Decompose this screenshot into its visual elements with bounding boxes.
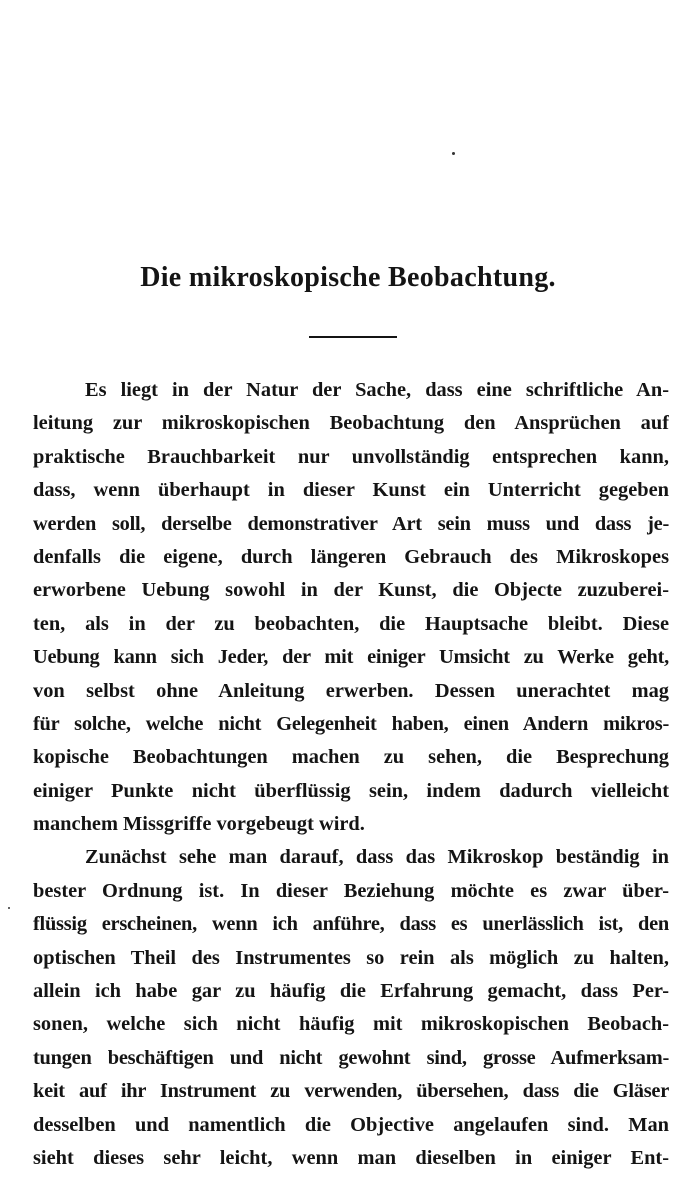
text-line: werden soll, derselbe demonstrativer Art sein muss und dass je- [33,512,669,535]
text-line: für solche, welche nicht Gelegenheit haben, einen Andern mikros- [33,712,669,735]
text-line: erworbene Uebung sowohl in der Kunst, die Objecte zuzuberei- [33,579,669,602]
text-line: flüssig erscheinen, wenn ich anführe, dass es unerlässlich ist, den [33,913,669,936]
text-line: sonen, welche sich nicht häufig mit mikroskopischen Beobach- [33,1013,669,1036]
title-divider [309,336,397,338]
text-line: manchem Missgriffe vorgebeugt wird. [33,813,365,836]
text-line: allein ich habe gar zu häufig die Erfahrung gemacht, dass Per- [33,980,669,1003]
text-line: sieht dieses sehr leicht, wenn man dieselben in einiger Ent- [33,1146,669,1169]
text-line: denfalls die eigene, durch längeren Gebrauch des Mikroskopes [33,545,669,568]
ink-speck [8,907,10,909]
text-line: tungen beschäftigen und nicht gewohnt sind, grosse Aufmerksam- [33,1046,669,1069]
text-line: kopische Beobachtungen machen zu sehen, die Besprechung [33,746,669,769]
text-line: leitung zur mikroskopischen Beobachtung den Ansprüchen auf [33,412,669,435]
text-line: bester Ordnung ist. In dieser Beziehung möchte es zwar über- [33,879,669,902]
text-line: optischen Theil des Instrumentes so rein als möglich zu halten, [33,946,669,969]
chapter-title: Die mikroskopische Beobachtung. [140,262,556,293]
text-line: dass, wenn überhaupt in dieser Kunst ein Unterricht gegeben [33,479,669,502]
text-line: keit auf ihr Instrument zu verwenden, übersehen, dass die Gläser [33,1080,669,1103]
text-line: Es liegt in der Natur der Sache, dass eine schriftliche An- [85,379,669,401]
body-text [33,374,669,1175]
text-line: desselben und namentlich die Objective angelaufen sind. Man [33,1113,669,1136]
text-line: ten, als in der zu beobachten, die Hauptsache bleibt. Diese [33,612,669,635]
text-line: Zunächst sehe man darauf, dass das Mikroskop beständig in [85,846,669,869]
ink-speck [452,152,455,155]
text-line: von selbst ohne Anleitung erwerben. Dessen unerachtet mag [33,679,669,702]
text-line: Uebung kann sich Jeder, der mit einiger Umsicht zu Werke geht, [33,646,669,669]
text-line: einiger Punkte nicht überflüssig sein, indem dadurch vielleicht [33,779,669,802]
text-line: praktische Brauchbarkeit nur unvollständig entsprechen kann, [33,445,669,468]
